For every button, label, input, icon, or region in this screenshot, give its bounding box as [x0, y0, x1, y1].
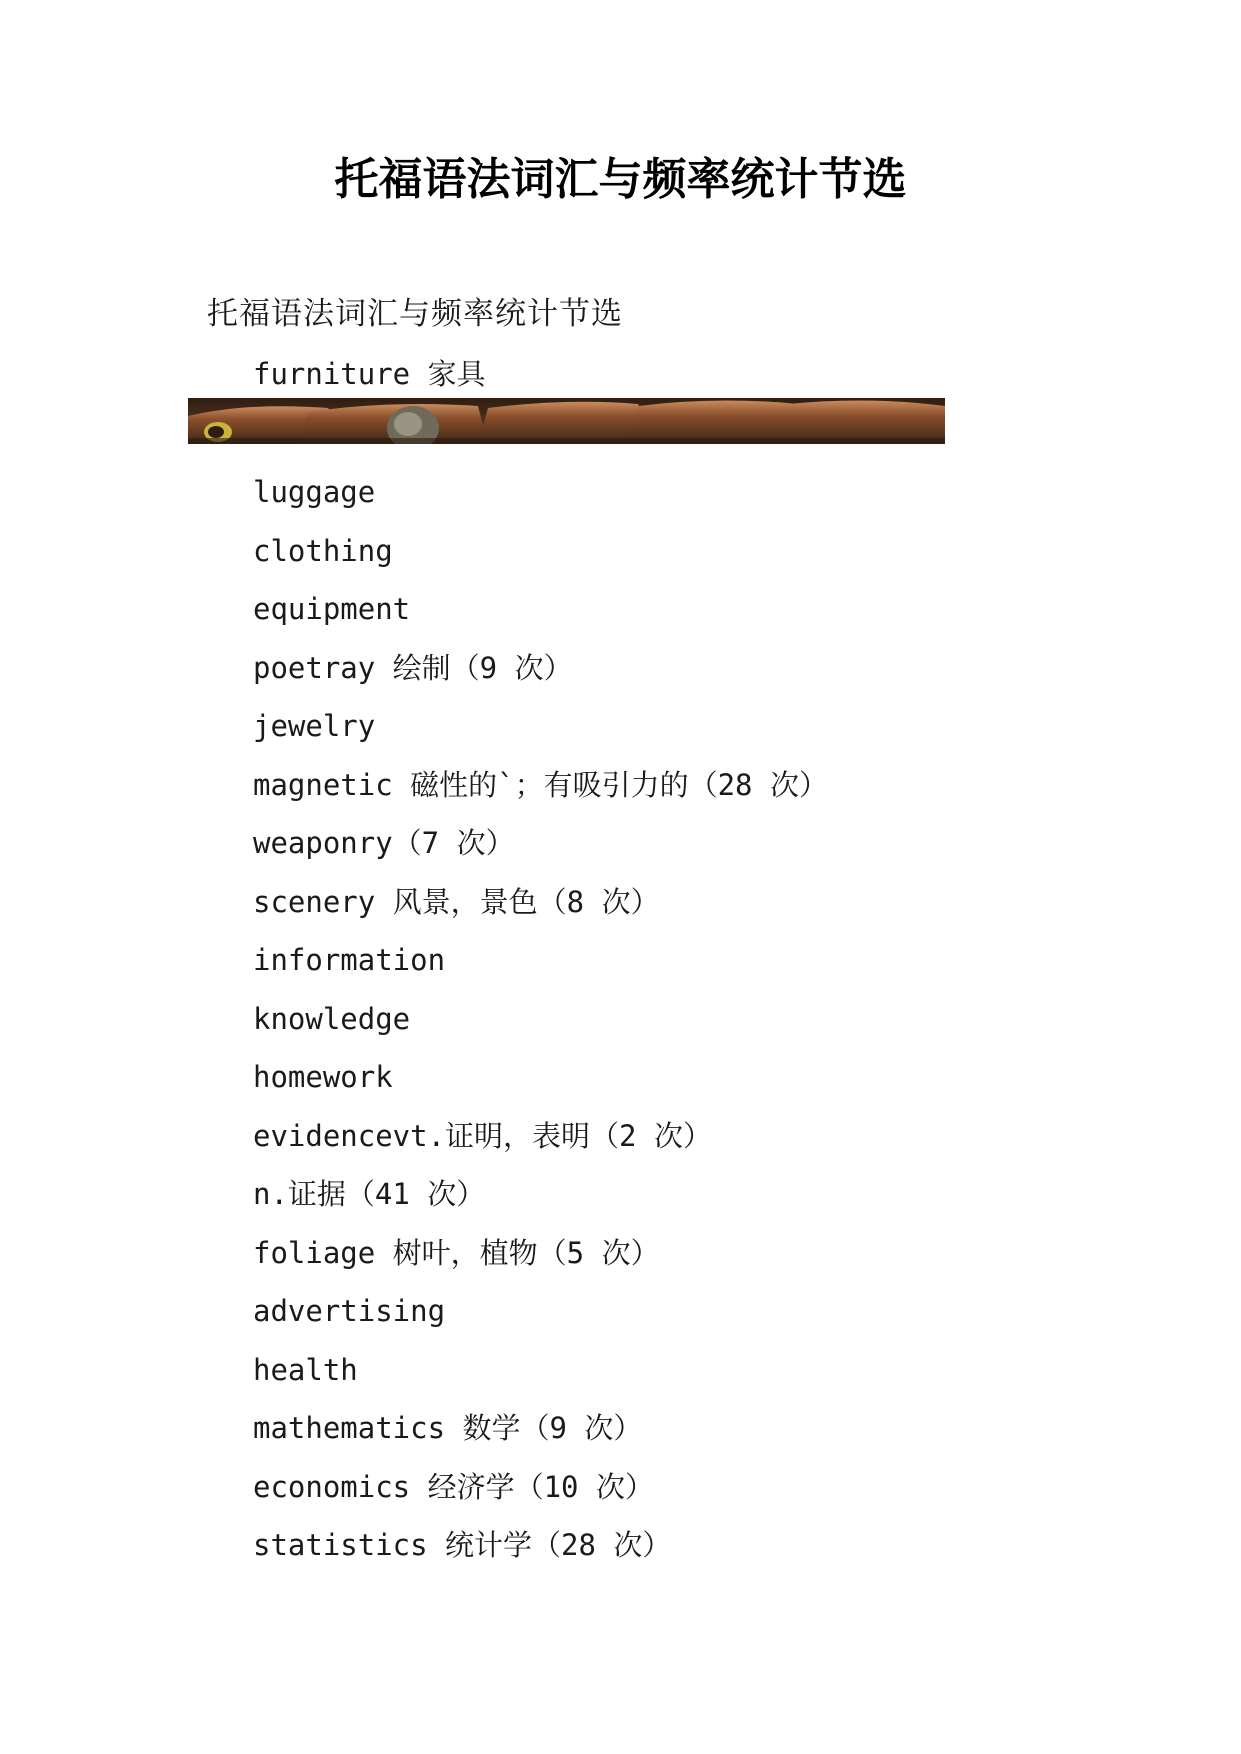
- vocab-item: luggage: [253, 475, 376, 509]
- vocab-item: foliage 树叶，植物（5 次）: [253, 1235, 660, 1270]
- vocab-item: advertising: [253, 1294, 446, 1328]
- vocabulary-list: [253, 470, 828, 1582]
- vocab-item: statistics 统计学（28 次）: [253, 1528, 672, 1562]
- vocab-item: equipment: [253, 592, 411, 626]
- document-subtitle: 托福语法词汇与频率统计节选: [207, 296, 623, 332]
- vocab-item: clothing: [253, 533, 393, 568]
- vocab-item: evidencevt.证明，表明（2 次）: [253, 1118, 712, 1153]
- vocab-item: knowledge: [253, 1001, 411, 1036]
- vocab-item-furniture: furniture 家具: [253, 357, 486, 391]
- vocab-item: poetray 绘制（9 次）: [253, 650, 573, 685]
- vocab-item: magnetic 磁性的`；有吸引力的（28 次）: [253, 767, 828, 802]
- document-title: 托福语法词汇与频率统计节选: [334, 154, 907, 205]
- vocab-item: information: [253, 943, 446, 977]
- vocab-item: weaponry（7 次）: [253, 826, 515, 860]
- vocab-item: health: [253, 1352, 358, 1387]
- vocab-item: mathematics 数学（9 次）: [253, 1411, 643, 1445]
- auditorium-chairs-image: [188, 398, 945, 444]
- vocab-item: n.证据（41 次）: [253, 1177, 486, 1211]
- vocab-item: jewelry: [253, 709, 376, 743]
- vocab-item: scenery 风景，景色（8 次）: [253, 884, 660, 919]
- vocab-item: economics 经济学（10 次）: [253, 1469, 654, 1504]
- vocab-item: homework: [253, 1060, 393, 1094]
